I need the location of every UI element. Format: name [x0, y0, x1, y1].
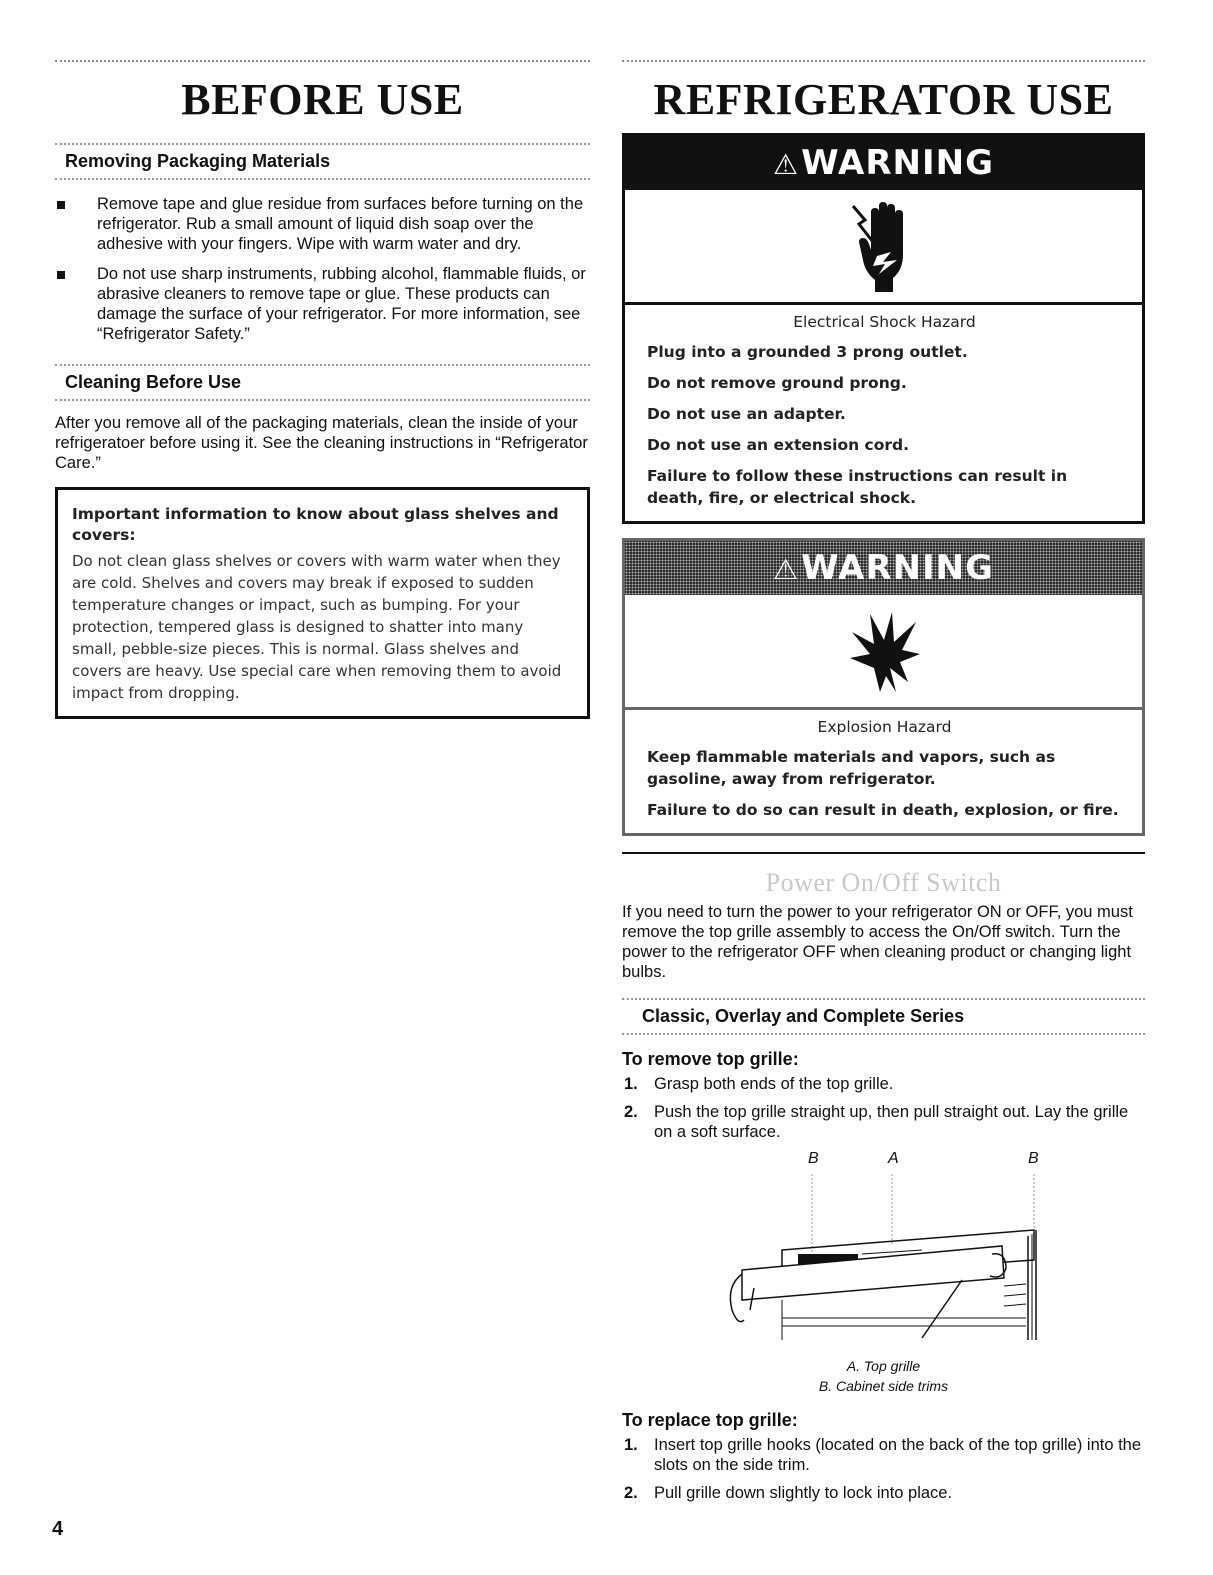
warning-line: Do not remove ground prong. — [647, 374, 907, 392]
remove-grille-steps — [622, 1074, 1145, 1142]
replace-grille-heading: To replace top grille: — [622, 1410, 798, 1430]
series-heading: Classic, Overlay and Complete Series — [622, 998, 1145, 1035]
list-item: 1. Grasp both ends of the top grille. — [624, 1075, 894, 1093]
list-item: 2. Push the top grille straight up, then pull straight out. Lay the grille on a soft surface. — [624, 1103, 1129, 1141]
warning-banner: ⚠WARNING — [625, 541, 1142, 595]
warning-line: Plug into a grounded 3 prong outlet. — [647, 343, 968, 361]
explosion-icon — [844, 608, 924, 694]
warning-line: Do not use an adapter. — [647, 405, 846, 423]
warning-line: Failure to do so can result in death, explosion, or fire. — [647, 801, 1119, 819]
top-divider — [55, 60, 590, 62]
warning-triangle-icon: ⚠ — [772, 148, 800, 181]
cleaning-before-use-text: After you remove all of the packaging materials, clean the inside of your refrigeratoer before using it. See the cleaning instructions in “Refrigerator Care.” — [55, 414, 588, 472]
figure-label-b: B — [808, 1150, 819, 1167]
top-divider — [622, 60, 1145, 62]
electrical-shock-hand-icon — [849, 198, 919, 294]
cleaning-before-use-heading: Cleaning Before Use — [55, 364, 590, 401]
refrigerator-use-column — [622, 60, 1145, 1511]
electrical-shock-warning — [622, 133, 1145, 524]
hazard-heading: Electrical Shock Hazard — [793, 313, 976, 331]
power-switch-text: If you need to turn the power to your refrigerator ON or OFF, you must remove the top grille assembly to access the On/Off switch. Turn the power to the refrigerator OFF when cleaning product or changing light bulbs. — [622, 903, 1133, 981]
before-use-title: BEFORE USE — [181, 75, 464, 124]
glass-shelves-info-title: Important information to know about glass shelves and covers: — [72, 505, 559, 544]
glass-shelves-info-box — [55, 487, 590, 719]
explosion-warning — [622, 538, 1145, 836]
figure-label-a: A — [888, 1150, 899, 1167]
before-use-column — [55, 60, 590, 719]
warning-line: Failure to follow these instructions can result in death, fire, or electrical shock. — [647, 467, 1068, 507]
warning-triangle-icon: ⚠ — [772, 553, 800, 586]
refrigerator-use-title: REFRIGERATOR USE — [653, 75, 1114, 124]
list-item: Remove tape and glue residue from surfaces before turning on the refrigerator. Rub a small amount of liquid dish soap over the adhesive with your fingers. Wipe with warm water and dry. — [55, 194, 590, 254]
removing-packaging-heading: Removing Packaging Materials — [55, 143, 590, 180]
hazard-heading: Explosion Hazard — [817, 718, 952, 736]
page-number: 4 — [52, 1518, 64, 1540]
list-item: 1. Insert top grille hooks (located on the back of the top grille) into the slots on the side trim. — [624, 1436, 1142, 1474]
warning-line: Keep flammable materials and vapors, such as gasoline, away from refrigerator. — [647, 748, 1056, 788]
grille-illustration — [622, 1150, 1145, 1350]
section-divider — [622, 852, 1145, 854]
remove-grille-heading: To remove top grille: — [622, 1049, 799, 1069]
grille-figure — [622, 1150, 1145, 1350]
warning-line: Do not use an extension cord. — [647, 436, 910, 454]
power-switch-title: Power On/Off Switch — [765, 868, 1002, 897]
list-item: 2. Pull grille down slightly to lock into place. — [624, 1484, 953, 1502]
list-item: Do not use sharp instruments, rubbing alcohol, flammable fluids, or abrasive cleaners to remove tape or glue. These products can damage the surface of your refrigerator. For more information, see “Refrigerator Safety.” — [55, 264, 590, 344]
glass-shelves-info-text: Do not clean glass shelves or covers with warm water when they are cold. Shelves and covers may break if exposed to sudden temperature changes or impact, such as bumping. For your protection, tempered glass is designed to shatter into many small, pebble-size pieces. This is normal. Glass shelves and covers are heavy. Use special care when removing them to avoid impact from dropping. — [72, 552, 562, 702]
figure-caption: A. Top grille B. Cabinet side trims — [818, 1358, 949, 1394]
replace-grille-steps — [622, 1435, 1145, 1503]
warning-banner: ⚠WARNING — [625, 136, 1142, 190]
figure-label-b: B — [1028, 1150, 1039, 1167]
removing-packaging-list — [55, 194, 590, 344]
